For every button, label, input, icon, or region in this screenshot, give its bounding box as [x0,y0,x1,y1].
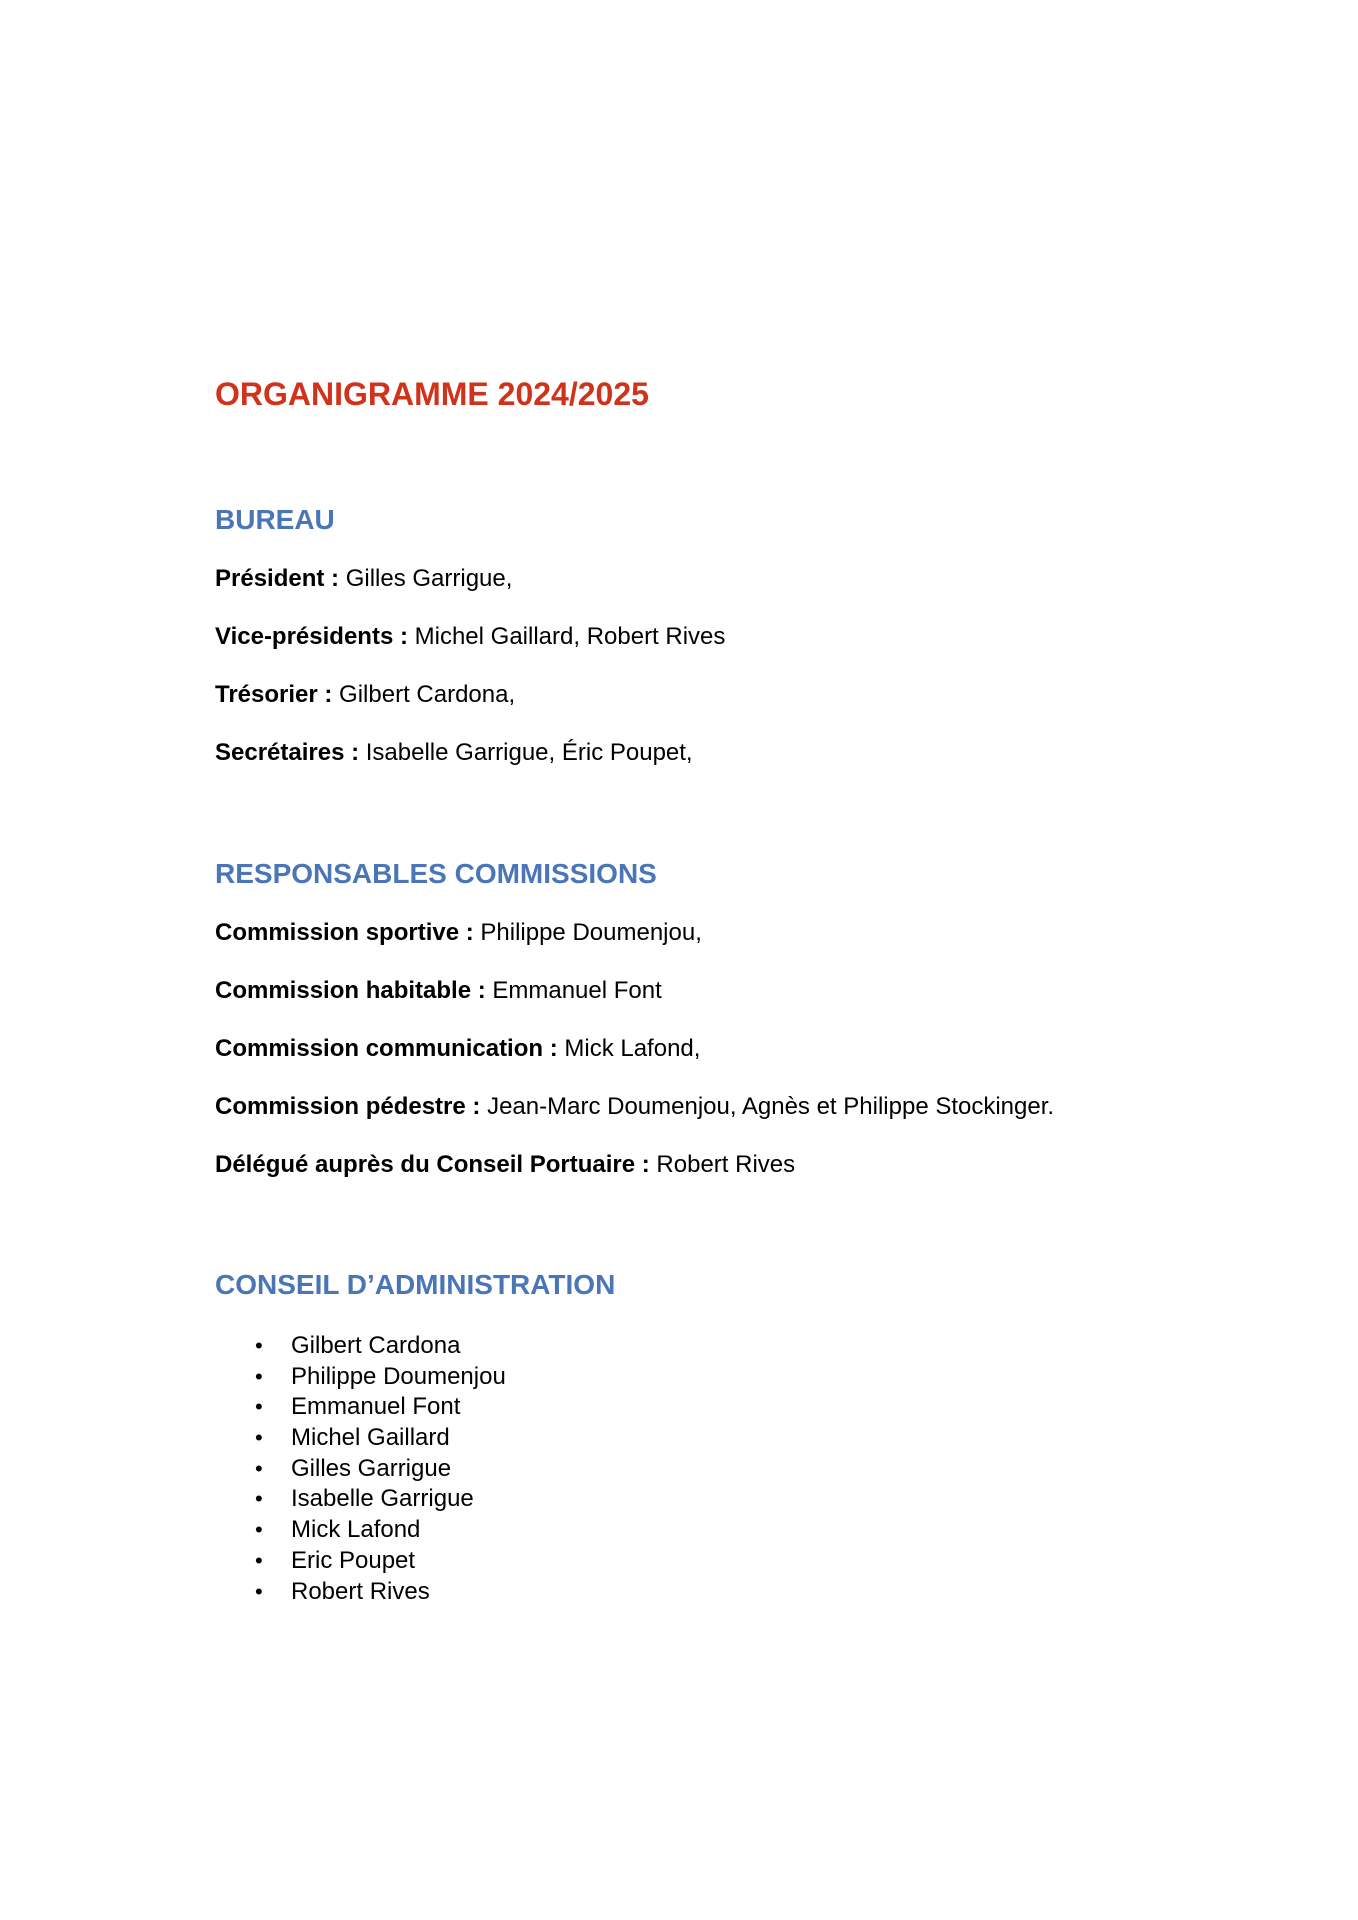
list-item [215,1454,506,1485]
commission-entry-pedestre [215,1091,1054,1123]
list-item [215,1392,506,1423]
bureau-entry-secretaires [215,737,693,769]
member-name: Mick Lafond [291,1516,421,1544]
entry-value: Jean-Marc Doumenjou, Agnès et Philippe Stockinger. [480,1093,1055,1120]
entry-value: Emmanuel Font [485,977,662,1004]
bullet-icon: • [255,1547,263,1573]
entry-value: Robert Rives [649,1151,796,1178]
section-heading-bureau: BUREAU [215,504,335,535]
page-title: ORGANIGRAMME 2024/2025 [215,376,649,412]
entry-label: Vice-présidents : [215,623,408,650]
bullet-icon: • [255,1394,263,1420]
list-item [215,1577,506,1608]
section-heading-conseil: CONSEIL D’ADMINISTRATION [215,1269,616,1300]
entry-value: Gilles Garrigue, [339,565,513,592]
list-item [215,1546,506,1577]
list-item [215,1423,506,1454]
entry-label: Trésorier : [215,681,333,708]
list-item [215,1515,506,1546]
list-item [215,1362,506,1393]
bullet-icon: • [255,1425,263,1451]
bullet-icon: • [255,1363,263,1389]
entry-label: Commission sportive : [215,919,474,946]
bureau-entry-tresorier [215,679,515,711]
entry-value: Mick Lafond, [557,1035,701,1062]
member-name: Gilbert Cardona [291,1332,461,1359]
bullet-icon: • [255,1486,263,1512]
bullet-icon: • [255,1455,263,1481]
bureau-entry-president [215,563,512,595]
entry-value: Isabelle Garrigue, Éric Poupet, [359,739,693,766]
entry-label: Commission habitable : [215,977,486,1004]
bureau-entry-vice-presidents [215,621,725,653]
bullet-icon: • [255,1517,263,1543]
commission-entry-habitable [215,975,662,1007]
bullet-icon: • [255,1333,263,1358]
entry-value: Michel Gaillard, Robert Rives [407,623,726,650]
entry-label: Commission pédestre : [215,1093,481,1120]
commission-entry-communication [215,1033,700,1065]
list-item [215,1331,506,1362]
bullet-icon: • [255,1578,263,1604]
member-name: Emmanuel Font [291,1393,461,1421]
entry-value: Gilbert Cardona, [332,681,516,708]
entry-label: Commission communication : [215,1035,558,1062]
member-name: Isabelle Garrigue [291,1485,474,1513]
member-name: Philippe Doumenjou [291,1362,506,1390]
list-item [215,1484,506,1515]
member-name: Eric Poupet [291,1546,416,1574]
entry-label: Président : [215,565,340,592]
commission-entry-conseil-portuaire [215,1149,795,1181]
entry-label: Délégué auprès du Conseil Portuaire : [215,1151,650,1178]
member-name: Michel Gaillard [291,1424,450,1452]
conseil-member-list [215,1331,506,1607]
entry-value: Philippe Doumenjou, [473,919,702,946]
commission-entry-sportive [215,917,702,949]
member-name: Robert Rives [291,1577,430,1605]
section-heading-commissions: RESPONSABLES COMMISSIONS [215,858,657,889]
member-name: Gilles Garrigue [291,1454,452,1482]
entry-label: Secrétaires : [215,739,360,766]
